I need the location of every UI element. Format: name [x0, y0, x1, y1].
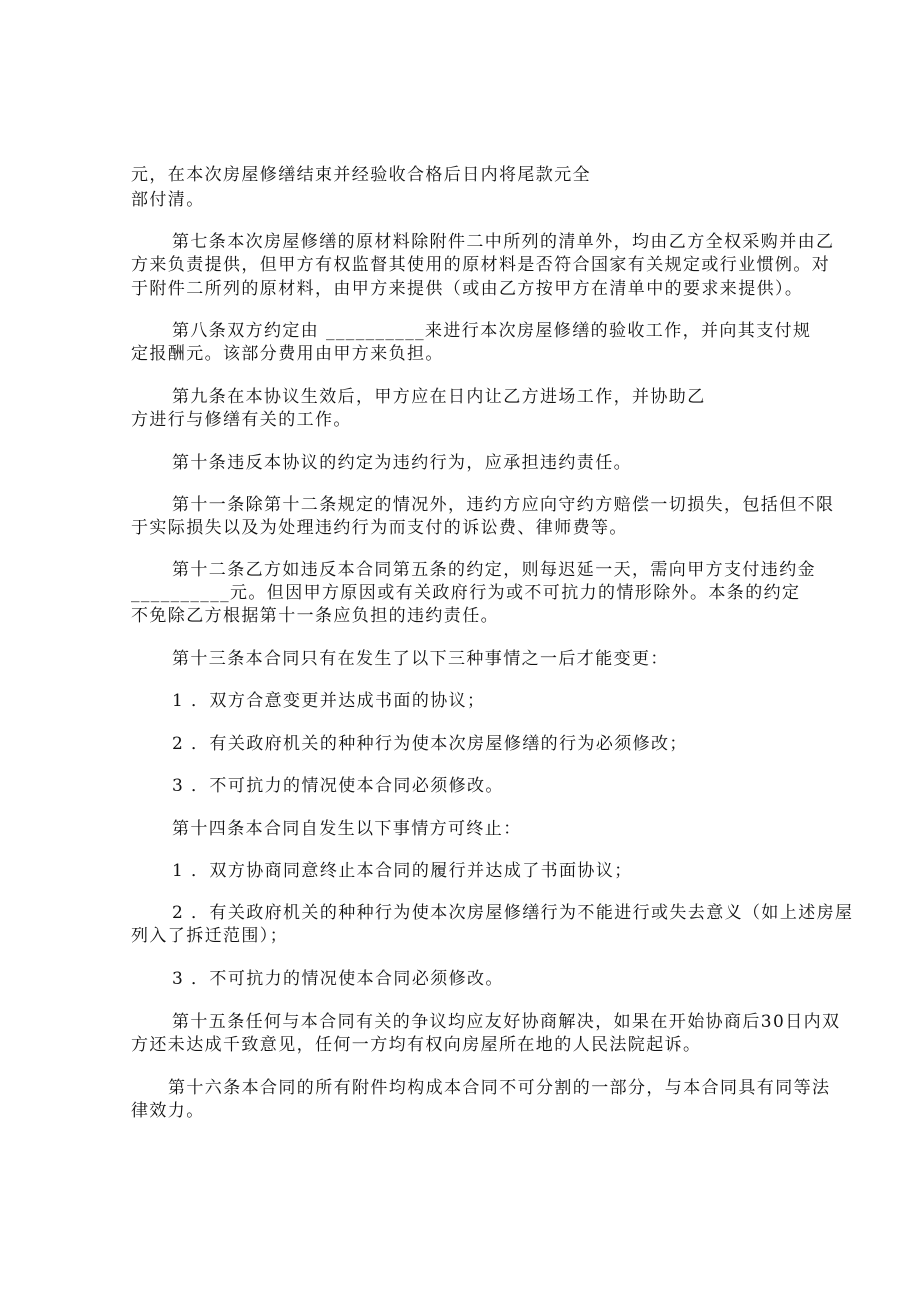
text-line: 第十四条本合同自发生以下事情方可终止：: [172, 819, 522, 839]
text-line: 2 ．有关政府机关的种种行为使本次房屋修缮的行为必须修改；: [172, 734, 688, 754]
text-line: 第十三条本合同只有在发生了以下三种事情之一后才能变更：: [172, 649, 669, 669]
text-line: 于附件二所列的原材料，由甲方来提供（或由乙方按甲方在清单中的要求来提供）。: [131, 279, 804, 299]
text-line: 第十一条除第十二条规定的情况外，违约方应向守约方赔偿一切损失，包括但不限: [172, 495, 835, 515]
text-line: 部付清。: [131, 190, 205, 210]
text-line: 列入了拆迁范围）；: [131, 926, 289, 946]
text-line: 律效力。: [131, 1101, 205, 1121]
text-line: 1 ．双方协商同意终止本合同的履行并达成了书面协议；: [172, 861, 633, 881]
text-line: 第九条在本协议生效后，甲方应在日内让乙方进场工作，并协助乙: [172, 387, 706, 407]
text-line: 方进行与修缮有关的工作。: [131, 410, 352, 430]
text-line: 第十五条任何与本合同有关的争议均应友好协商解决，如果在开始协商后30日内双: [172, 1012, 841, 1032]
text-line: 方还未达成千致意见，任何一方均有权向房屋所在地的人民法院起诉。: [131, 1035, 702, 1055]
text-line: 2 ．有关政府机关的种种行为使本次房屋修缮行为不能进行或失去意义（如上述房屋: [172, 903, 854, 923]
text-line: 第十条违反本协议的约定为违约行为，应承担违约责任。: [172, 453, 632, 473]
text-line: 元，在本次房屋修缮结束并经验收合格后日内将尾款元全: [131, 165, 591, 185]
text-line: 3 ．不可抗力的情况使本合同必须修改。: [172, 776, 504, 796]
text-line: 定报酬元。该部分费用由甲方来负担。: [131, 344, 444, 364]
text-line: 1 ．双方合意变更并达成书面的协议；: [172, 691, 486, 711]
text-line: 不免除乙方根据第十一条应负担的违约责任。: [131, 606, 499, 626]
text-line: 第十二条乙方如违反本合同第五条的约定，则每迟延一天，需向甲方支付违约金: [172, 560, 816, 580]
text-line: __________元。但因甲方原因或有关政府行为或不可抗力的情形除外。本条的约定: [131, 583, 801, 603]
text-line: 第八条双方约定由 __________来进行本次房屋修缮的验收工作，并向其支付规: [172, 321, 812, 341]
text-line: 第十六条本合同的所有附件均构成本合同不可分割的一部分，与本合同具有同等法: [168, 1078, 831, 1098]
text-line: 方来负责提供，但甲方有权监督其使用的原材料是否符合国家有关规定或行业惯例。对: [131, 255, 831, 275]
text-line: 第七条本次房屋修缮的原材料除附件二中所列的清单外，均由乙方全权采购并由乙: [172, 232, 835, 252]
text-line: 于实际损失以及为处理违约行为而支付的诉讼费、律师费等。: [131, 518, 628, 538]
text-line: 3 ．不可抗力的情况使本合同必须修改。: [172, 969, 504, 989]
